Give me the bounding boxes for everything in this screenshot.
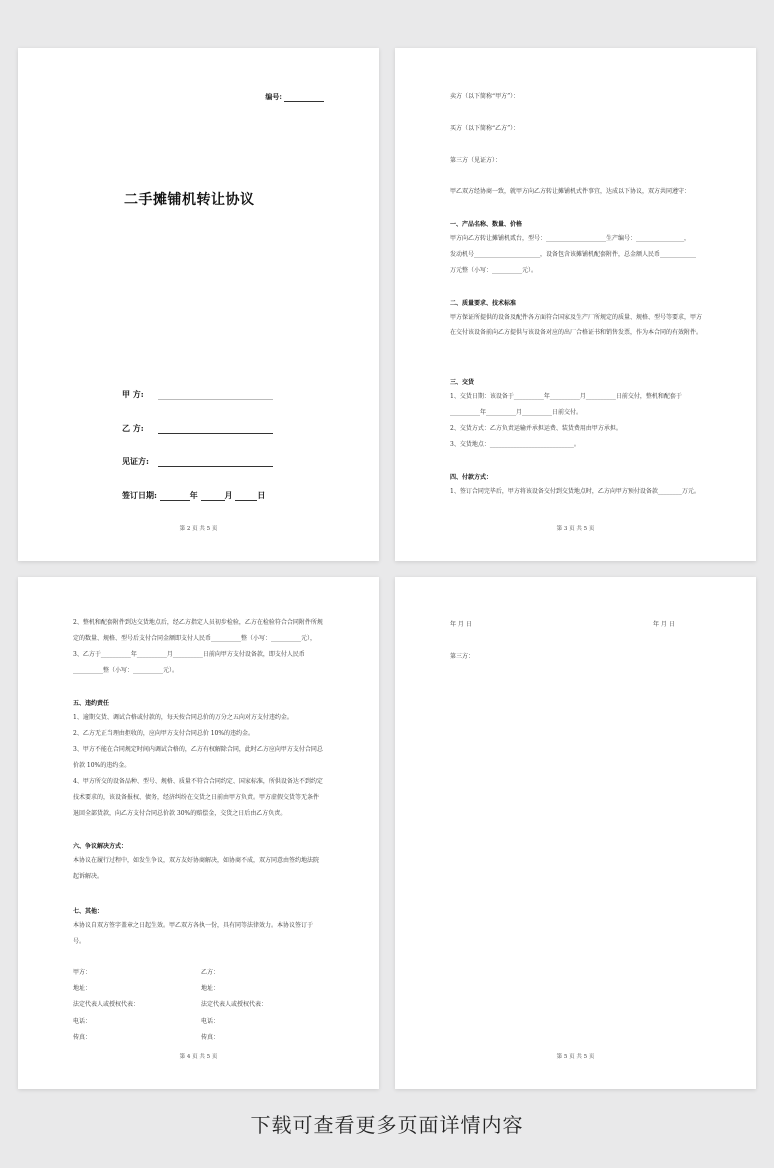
witness-line [158, 466, 273, 467]
s3-line-4: 3、交货地点：____________________________。 [450, 441, 580, 448]
third-party-line: 第三方（见证方）： [450, 157, 502, 164]
seller-line: 卖方（以下简称“甲方”）： [450, 93, 520, 100]
s1-line-1: 甲方向乙方转让摊铺机贰台，型号：____________________生产编号：________________， [450, 235, 691, 242]
intro-line: 甲乙双方经协商一致，就甲方向乙方转让摊铺机式件事宜，达成以下协议，双方共同遵守： [450, 188, 691, 195]
left-sign-phone: 电话： [73, 1018, 92, 1025]
right-sign-phone: 电话： [201, 1018, 220, 1025]
s6-line-1: 本协议在履行过程中，如发生争议，双方友好协商解决，如协商不成，双方同意由签约地法院 [73, 857, 320, 864]
party-b-label: 乙 方: [122, 423, 144, 433]
day-label: 日 [257, 490, 266, 500]
contract-number [265, 92, 324, 102]
section-2-heading: 二、质量要求、技术标准 [450, 300, 517, 307]
s7-line-1: 本协议自双方签字盖章之日起生效。甲乙双方各执一份，具有同等法律效力。本协议签订于 [73, 922, 314, 929]
page-footer: 第 5 页 共 5 页 [556, 1054, 595, 1060]
s5-line-3: 3、甲方不能在合同规定时间内调试合格的，乙方有权解除合同，此时乙方应向甲方支付合同总 [73, 746, 323, 753]
p3-line-1: 2、整机和配套附件到达交货地点后，经乙方指定人员初步检验，乙方在检验符合合同附件所规 [73, 619, 323, 626]
s6-line-2: 起诉解决。 [73, 873, 104, 880]
document-title: 二手摊铺机转让协议 [124, 192, 255, 208]
page-signatures [395, 577, 756, 1089]
page-footer: 第 4 页 共 5 页 [179, 1054, 218, 1060]
s5-line-1: 1、逾期交货、调试合格或付款的，每天按合同总价的万分之五向对方支付违约金。 [73, 714, 293, 721]
section-6-heading: 六、争议解决方式： [73, 843, 128, 850]
right-sign-party: 乙方： [201, 969, 220, 976]
s1-line-3: 万元整（小写：__________元）。 [450, 267, 538, 274]
page-footer: 第 2 页 共 5 页 [179, 526, 218, 532]
s3-line-2: __________年__________月__________日前交付。 [450, 409, 583, 416]
s5-line-6: 技术要求的，该设备报权、债务，经济纠纷在交货之日前由甲方负责。甲方虚假交货等无条件 [73, 794, 320, 801]
section-3-heading: 三、交货 [450, 379, 475, 386]
s5-line-4: 价款 10%的违约金。 [73, 762, 131, 769]
left-sign-address: 地址： [73, 985, 92, 992]
s5-line-5: 4、甲方所交的设备品种、型号、规格、质量不符合合同约定、国家标准，所供设备达不到约定 [73, 778, 323, 785]
s5-line-2: 2、乙方无正当理由拒收的，应向甲方支付合同总价 10%的违约金。 [73, 730, 255, 737]
date-left: 年 月 日 [450, 621, 472, 628]
page-terms-1 [395, 48, 756, 561]
sign-date [122, 490, 265, 501]
witness-label: 见证方: [122, 456, 149, 466]
page-footer: 第 3 页 共 5 页 [556, 526, 595, 532]
s4-line-1: 1、签订合同完毕后，甲方将该设备交付到交货地点时，乙方向甲方预付设备款________万元。 [450, 488, 700, 495]
buyer-line: 买方（以下简称“乙方”）： [450, 125, 520, 132]
p3-line-3: 3、乙方于__________年__________月__________日前向甲方支付设备款，即支付人民币 [73, 651, 305, 658]
section-1-heading: 一、产品名称、数量、价格 [450, 221, 523, 228]
s3-line-1: 1、交货日期：该设备于__________年__________月__________日前交付，整机和配套于 [450, 393, 682, 400]
contract-number-label: 编号: [265, 92, 282, 101]
party-a-label: 甲 方: [122, 389, 144, 399]
right-sign-fax: 传真： [201, 1034, 220, 1041]
date-right: 年 月 日 [653, 621, 675, 628]
left-sign-representative: 法定代表人或授权代表： [73, 1001, 140, 1008]
p3-line-4: __________整（小写：__________元）。 [73, 667, 179, 674]
s1-line-2: 发动机号______________________，设备包含该摊铺机配套附件，总金额人民币____________ [450, 251, 697, 258]
right-sign-address: 地址： [201, 985, 220, 992]
page-terms-2 [18, 577, 379, 1089]
s7-line-2: 号。 [73, 938, 86, 945]
year-label: 年 [189, 490, 198, 500]
p3-line-2: 定的数量、规格、型号后支付合同金额即支付人民币__________整（小写：__________元）， [73, 635, 317, 642]
sign-date-label: 签订日期: [122, 490, 157, 500]
s2-paragraph: 甲方保证所提供的设备及配件各方面符合国家及生产厂所规定的质量、规格、型号等要求，甲方在交付该设备前向乙方提供与该设备对应的出厂合格证书和销售发票，作为本合同的有效附件。 [450, 314, 703, 336]
section-7-heading: 七、其他： [73, 908, 104, 915]
month-label: 月 [224, 490, 233, 500]
page-cover [18, 48, 379, 561]
s5-line-7: 退回全部货款，向乙方支付合同总价款 30%的赔偿金，交货之日后由乙方负责。 [73, 810, 287, 817]
third-party-sign: 第三方： [450, 653, 475, 660]
s3-line-3: 2、交货方式：乙方负责运输并承担运费、装货费用由甲方承担。 [450, 425, 622, 432]
party-b-line [158, 433, 273, 434]
right-sign-representative: 法定代表人或授权代表： [201, 1001, 268, 1008]
left-sign-fax: 传真： [73, 1034, 92, 1041]
section-4-heading: 四、付款方式： [450, 474, 493, 481]
party-a-line [158, 399, 273, 400]
download-caption: 下载可查看更多页面详情内容 [250, 1113, 524, 1137]
left-sign-party: 甲方： [73, 969, 92, 976]
section-5-heading: 五、违约责任 [73, 700, 110, 707]
